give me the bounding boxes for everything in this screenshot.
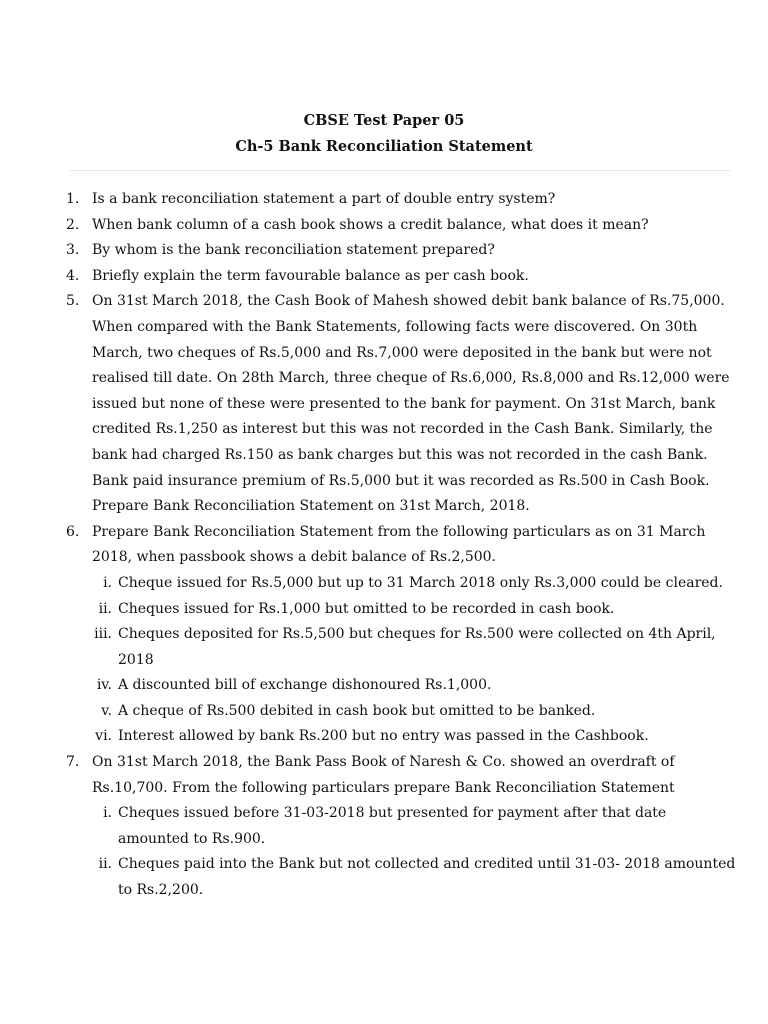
- paper-title: CBSE Test Paper 05: [303, 112, 465, 129]
- question-number: 3.: [66, 242, 80, 259]
- sub-item: [0, 597, 768, 623]
- sub-item: [0, 673, 768, 699]
- question-text: Is a bank reconciliation statement a part of double entry system?: [92, 191, 556, 207]
- sub-item-text: Cheques issued for Rs.1,000 but omitted to be recorded in cash book.: [118, 600, 615, 617]
- question-text: On 31st March 2018, the Cash Book of Mahesh showed debit bank balance of Rs.75,000. When compared with the Bank Statements, following facts were discovered. On 30th March, two cheques of Rs.5,000 and Rs.7,000 were deposited in the bank but were not realised till date. On 28th March, three cheque of Rs.6,000, Rs.8,000 and Rs.12,000 were issued but none of these were presented to the bank for payment. On 31st March, bank credited Rs.1,250 as interest but this was not recorded in the Cash Bank. Similarly, the bank had charged Rs.150 as bank charges but this was not recorded in the cash Bank.: [92, 293, 730, 463]
- question-text: By whom is the bank reconciliation statement prepared?: [92, 242, 495, 259]
- sub-item-text: Cheques issued before 31-03-2018 but presented for payment after that date amounted to Rs.900.: [118, 805, 667, 847]
- sub-item-number: i.: [103, 574, 112, 591]
- sub-item-text: Interest allowed by bank Rs.200 but no entry was passed in the Cashbook.: [118, 728, 649, 745]
- question-4: [0, 264, 768, 290]
- sub-item: [0, 724, 768, 750]
- question-number: 4.: [66, 267, 80, 284]
- sub-item: [0, 852, 768, 903]
- question-7: [0, 750, 768, 801]
- sub-item-text: A discounted bill of exchange dishonoured Rs.1,000.: [118, 677, 492, 694]
- question-text: Briefly explain the term favourable balance as per cash book.: [92, 267, 529, 284]
- sub-item-number: iv.: [96, 677, 112, 694]
- sub-item-number: v.: [101, 702, 112, 719]
- sub-item-number: i.: [103, 805, 112, 822]
- question-list: [0, 187, 768, 904]
- question-number: 6.: [66, 523, 80, 540]
- sub-item-text: A cheque of Rs.500 debited in cash book but omitted to be banked.: [118, 702, 596, 719]
- sub-item-text: Cheques deposited for Rs.5,500 but cheques for Rs.500 were collected on 4th April, 2018: [118, 626, 716, 668]
- question-text: Bank paid insurance premium of Rs.5,000 but it was recorded as Rs.500 in Cash Book.: [92, 472, 710, 489]
- question-number: 2.: [66, 216, 80, 233]
- question-6: [0, 520, 768, 571]
- sub-item: [0, 699, 768, 725]
- question-2: [0, 213, 768, 239]
- question-1: [0, 187, 768, 213]
- document-header: [0, 108, 768, 160]
- question-number: 7.: [66, 754, 80, 771]
- question-text: Prepare Bank Reconciliation Statement on 31st March, 2018.: [92, 498, 530, 515]
- question-number: 1.: [66, 191, 80, 207]
- sub-item-text: Cheque issued for Rs.5,000 but up to 31 March 2018 only Rs.3,000 could be cleared.: [118, 574, 723, 591]
- question-3: [0, 238, 768, 264]
- sub-item: [0, 801, 768, 852]
- header-divider: [70, 170, 730, 171]
- question-5: [0, 289, 768, 519]
- sub-item-number: ii.: [98, 856, 112, 873]
- question-text: Prepare Bank Reconciliation Statement from the following particulars as on 31 March 2018, when passbook shows a debit balance of Rs.2,500.: [92, 523, 706, 566]
- sub-item-number: iii.: [94, 626, 112, 643]
- sub-item-text: Cheques paid into the Bank but not collected and credited until 31-03- 2018 amounted to Rs.2,200.: [118, 856, 736, 899]
- question-text: When bank column of a cash book shows a credit balance, what does it mean?: [92, 216, 649, 233]
- question-text: On 31st March 2018, the Bank Pass Book of Naresh & Co. showed an overdraft of Rs.10,700. From the following particulars prepare Bank Reconciliation Statement: [92, 754, 675, 796]
- sub-item-number: ii.: [98, 600, 112, 617]
- chapter-title: Ch-5 Bank Reconciliation Statement: [235, 138, 533, 155]
- sub-item-number: vi.: [95, 728, 112, 745]
- sub-item: [0, 622, 768, 673]
- question-number: 5.: [66, 293, 80, 310]
- sub-item: [0, 571, 768, 597]
